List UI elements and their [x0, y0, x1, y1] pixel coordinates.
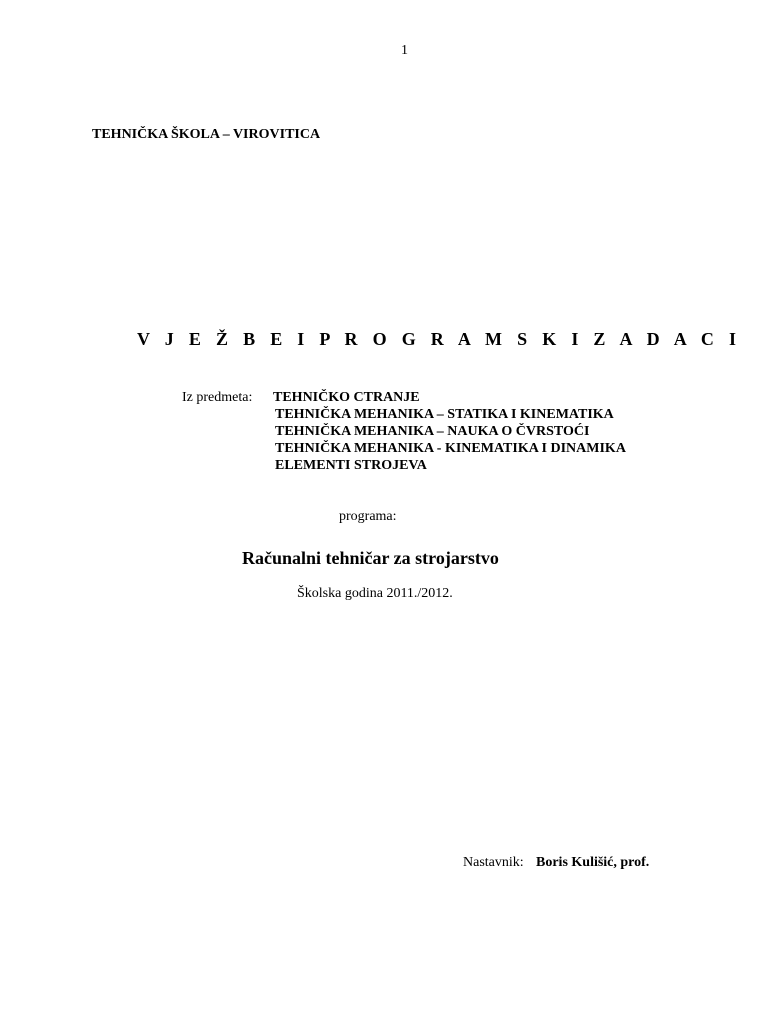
program-label: programa:: [339, 509, 397, 524]
subject-item: TEHNIČKA MEHANIKA – STATIKA I KINEMATIKA: [275, 407, 614, 422]
page-number: 1: [401, 43, 408, 58]
document-title: V J E Ž B E I P R O G R A M S K I Z A D A C I: [137, 329, 742, 349]
subject-item: TEHNIČKO CTRANJE: [273, 390, 420, 405]
subject-item: TEHNIČKA MEHANIKA – NAUKA O ČVRSTOĆI: [275, 424, 590, 439]
subject-item: ELEMENTI STROJEVA: [275, 458, 427, 473]
teacher-label: Nastavnik:: [463, 855, 524, 870]
subjects-label: Iz predmeta:: [182, 390, 253, 405]
teacher-name: Boris Kulišić, prof.: [536, 855, 650, 870]
subject-item: TEHNIČKA MEHANIKA - KINEMATIKA I DINAMIKA: [275, 441, 626, 456]
school-year: Školska godina 2011./2012.: [297, 586, 453, 601]
program-name: Računalni tehničar za strojarstvo: [242, 548, 499, 568]
school-name: TEHNIČKA ŠKOLA – VIROVITICA: [92, 127, 321, 142]
